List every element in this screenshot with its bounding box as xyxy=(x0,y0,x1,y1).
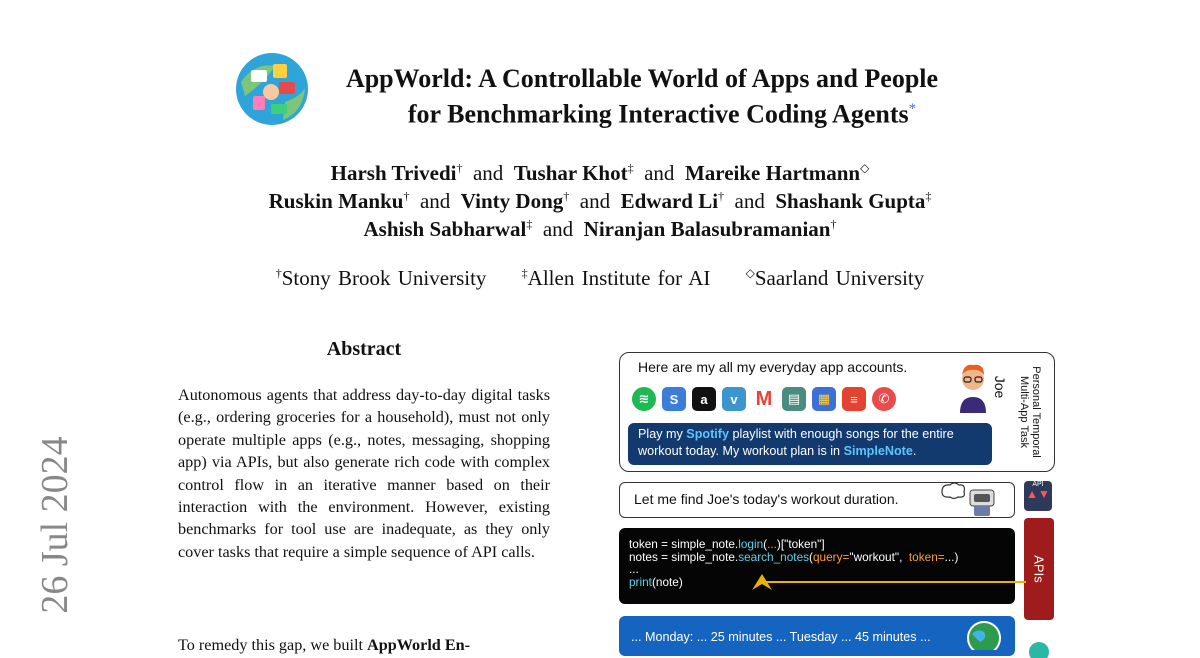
user-task-panel xyxy=(619,352,1055,472)
affiliation: †Stony Brook University xyxy=(275,266,487,290)
task-type-label: Personal Temporal Multi-App Task xyxy=(1018,366,1042,458)
splitwise-icon: ▤ xyxy=(782,387,806,411)
phone-icon: ✆ xyxy=(872,387,896,411)
abstract-heading: Abstract xyxy=(326,338,402,360)
gmail-icon: M xyxy=(752,387,776,411)
app-icons-row xyxy=(632,387,896,411)
api-icon: API ▲▼ xyxy=(1024,481,1052,511)
robot-agent-icon xyxy=(940,482,1000,518)
agent-thought: Let me find Joe's today's workout duration. xyxy=(619,482,1015,518)
accounts-text: Here are my all my everyday app accounts. xyxy=(638,359,908,375)
api-output: ... Monday: ... 25 minutes ... Tuesday ... 45 minutes ... xyxy=(619,616,1015,656)
amazon-icon: a xyxy=(692,387,716,411)
affiliation: ◇Saarland University xyxy=(745,266,925,290)
simplenote-icon: S xyxy=(662,387,686,411)
code-block: token = simple_note.login(...)["token"] notes = simple_note.search_notes(query="workout", token=...) ... print(note) xyxy=(619,528,1015,604)
author-line-3: Ashish Sabharwal‡ and Niranjan Balasubramanian† xyxy=(363,217,837,241)
author-line-2: Ruskin Manku† and Vinty Dong† and Edward Li† and Shashank Gupta‡ xyxy=(268,189,932,213)
arxiv-date-stamp: 26 Jul 2024 xyxy=(34,436,76,614)
joe-avatar-icon xyxy=(956,359,990,413)
spotify-icon: ≋ xyxy=(632,387,656,411)
partial-icon xyxy=(1026,638,1052,658)
user-request-bubble: Play my Spotify playlist with enough songs for the entire workout today. My workout plan is in SimpleNote. xyxy=(628,423,992,465)
venmo-icon: v xyxy=(722,387,746,411)
affiliation: ‡Allen Institute for AI xyxy=(521,266,711,290)
apis-bar: APIs xyxy=(1024,518,1054,620)
appworld-logo-icon xyxy=(235,52,309,126)
globe-icon xyxy=(964,620,1004,650)
abstract-paragraph: Autonomous agents that address day-to-day digital tasks (e.g., ordering groceries for a household), must not only operate multiple apps (e.g., notes, messaging, shopping app) via APIs, but also generate rich code with complex control flow in an iterative manner based on their interaction with the environment. However, existing benchmarks for tool use are inadequate, as they only cover tasks that require a simple sequence of API calls. xyxy=(178,386,550,561)
abstract-paragraph-2: To remedy this gap, we built AppWorld En- xyxy=(178,636,471,654)
joe-label: Joe xyxy=(992,375,1008,399)
paper-title: AppWorld: A Controllable World of Apps and People for Benchmarking Interactive Coding Agents* xyxy=(345,64,939,129)
file-system-icon: ▦ xyxy=(812,387,836,411)
title-footnote-mark: * xyxy=(908,101,917,117)
api-response-arrow xyxy=(752,572,1027,592)
todoist-icon: ≡ xyxy=(842,387,866,411)
author-line-1: Harsh Trivedi† and Tushar Khot‡ and Mareike Hartmann◇ xyxy=(330,161,870,185)
affiliations xyxy=(0,266,1200,291)
